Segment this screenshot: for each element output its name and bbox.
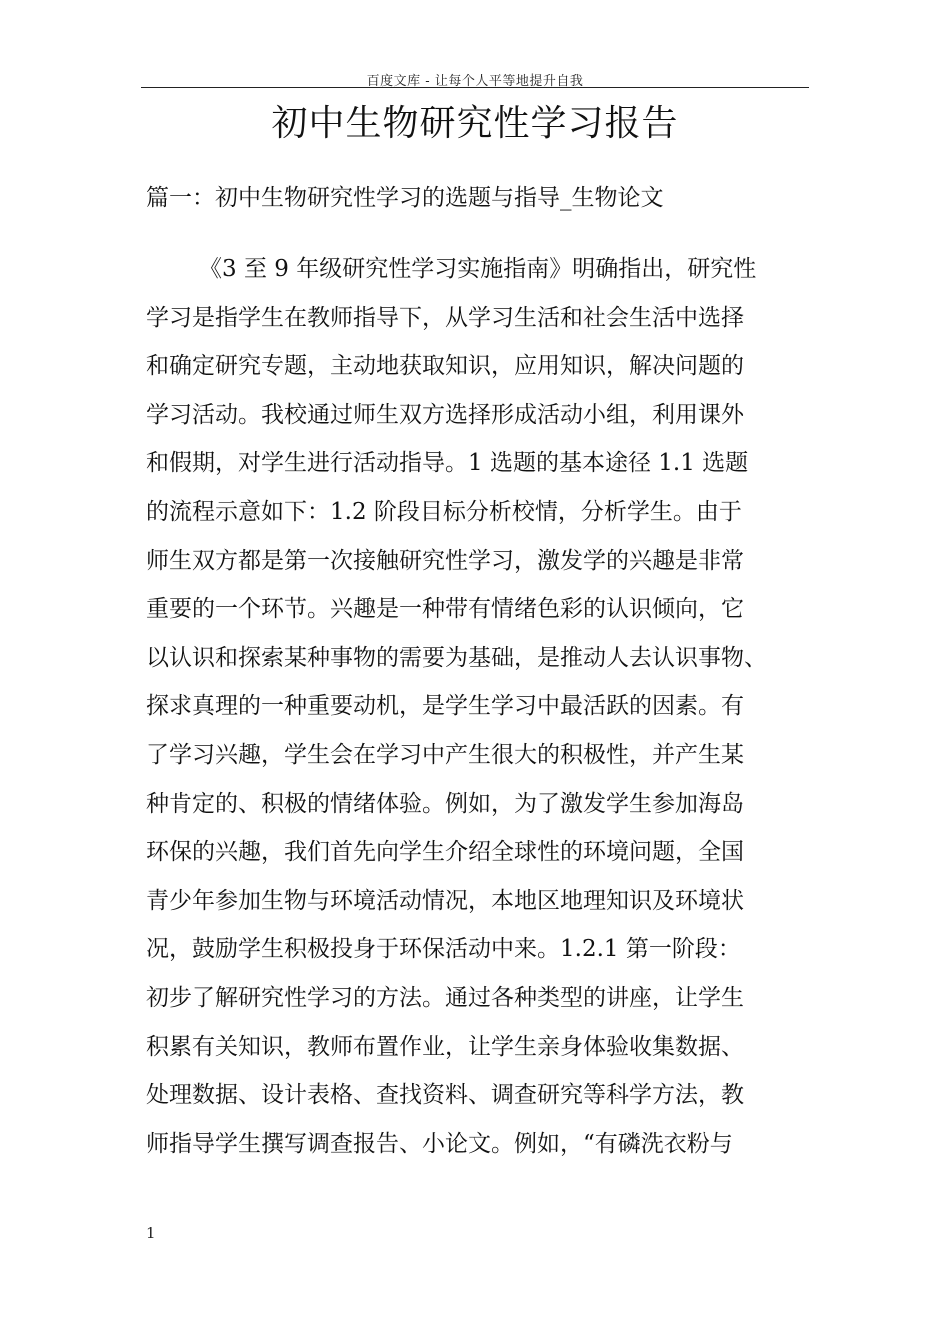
text-line: 重要的一个环节。兴趣是一种带有情绪色彩的认识倾向，它 [146, 596, 744, 623]
text-line: 学习活动。我校通过师生双方选择形成活动小组，利用课外 [146, 401, 744, 428]
document-title: 初中生物研究性学习报告 [271, 103, 679, 144]
text-line: 种肯定的、积极的情绪体验。例如，为了激发学生参加海岛 [146, 790, 744, 817]
text-line: 的流程示意如下：1.2 阶段目标分析校情，分析学生。由于 [146, 498, 742, 525]
page-header-text: 百度文库 - 让每个人平等地提升自我 [366, 74, 584, 89]
text-line: 探求真理的一种重要动机，是学生学习中最活跃的因素。有 [146, 693, 744, 720]
text-line: 了学习兴趣，学生会在学习中产生很大的积极性，并产生某 [146, 741, 744, 768]
text-line: 积累有关知识，教师布置作业，让学生亲身体验收集数据、 [146, 1033, 744, 1060]
text-line: 师指导学生撰写调查报告、小论文。例如，“有磷洗衣粉与 [146, 1130, 733, 1157]
text-line: 师生双方都是第一次接触研究性学习，激发学的兴趣是非常 [146, 547, 744, 574]
text-line: 初步了解研究性学习的方法。通过各种类型的讲座，让学生 [146, 984, 744, 1011]
page-number: 1 [146, 1224, 156, 1242]
text-line: 环保的兴趣，我们首先向学生介绍全球性的环境问题，全国 [146, 839, 744, 866]
header-divider [141, 87, 809, 88]
text-line: 况，鼓励学生积极投身于环保活动中来。1.2.1 第一阶段： [146, 936, 741, 963]
text-line: 和假期，对学生进行活动指导。1 选题的基本途径 1.1 选题 [146, 450, 749, 477]
body-paragraph [146, 245, 826, 1168]
text-line: 《3 至 9 年级研究性学习实施指南》明确指出，研究性 [199, 256, 757, 282]
text-line: 和确定研究专题，主动地获取知识，应用知识，解决问题的 [146, 353, 744, 380]
text-line: 青少年参加生物与环境活动情况，本地区地理知识及环境状 [146, 887, 744, 914]
text-line: 处理数据、设计表格、查找资料、调查研究等科学方法，教 [146, 1082, 744, 1109]
text-line: 以认识和探索某种事物的需要为基础，是推动人去认识事物、 [146, 644, 767, 671]
section-heading: 篇一：初中生物研究性学习的选题与指导_生物论文 [146, 185, 664, 211]
text-line: 学习是指学生在教师指导下，从学习生活和社会生活中选择 [146, 304, 744, 331]
